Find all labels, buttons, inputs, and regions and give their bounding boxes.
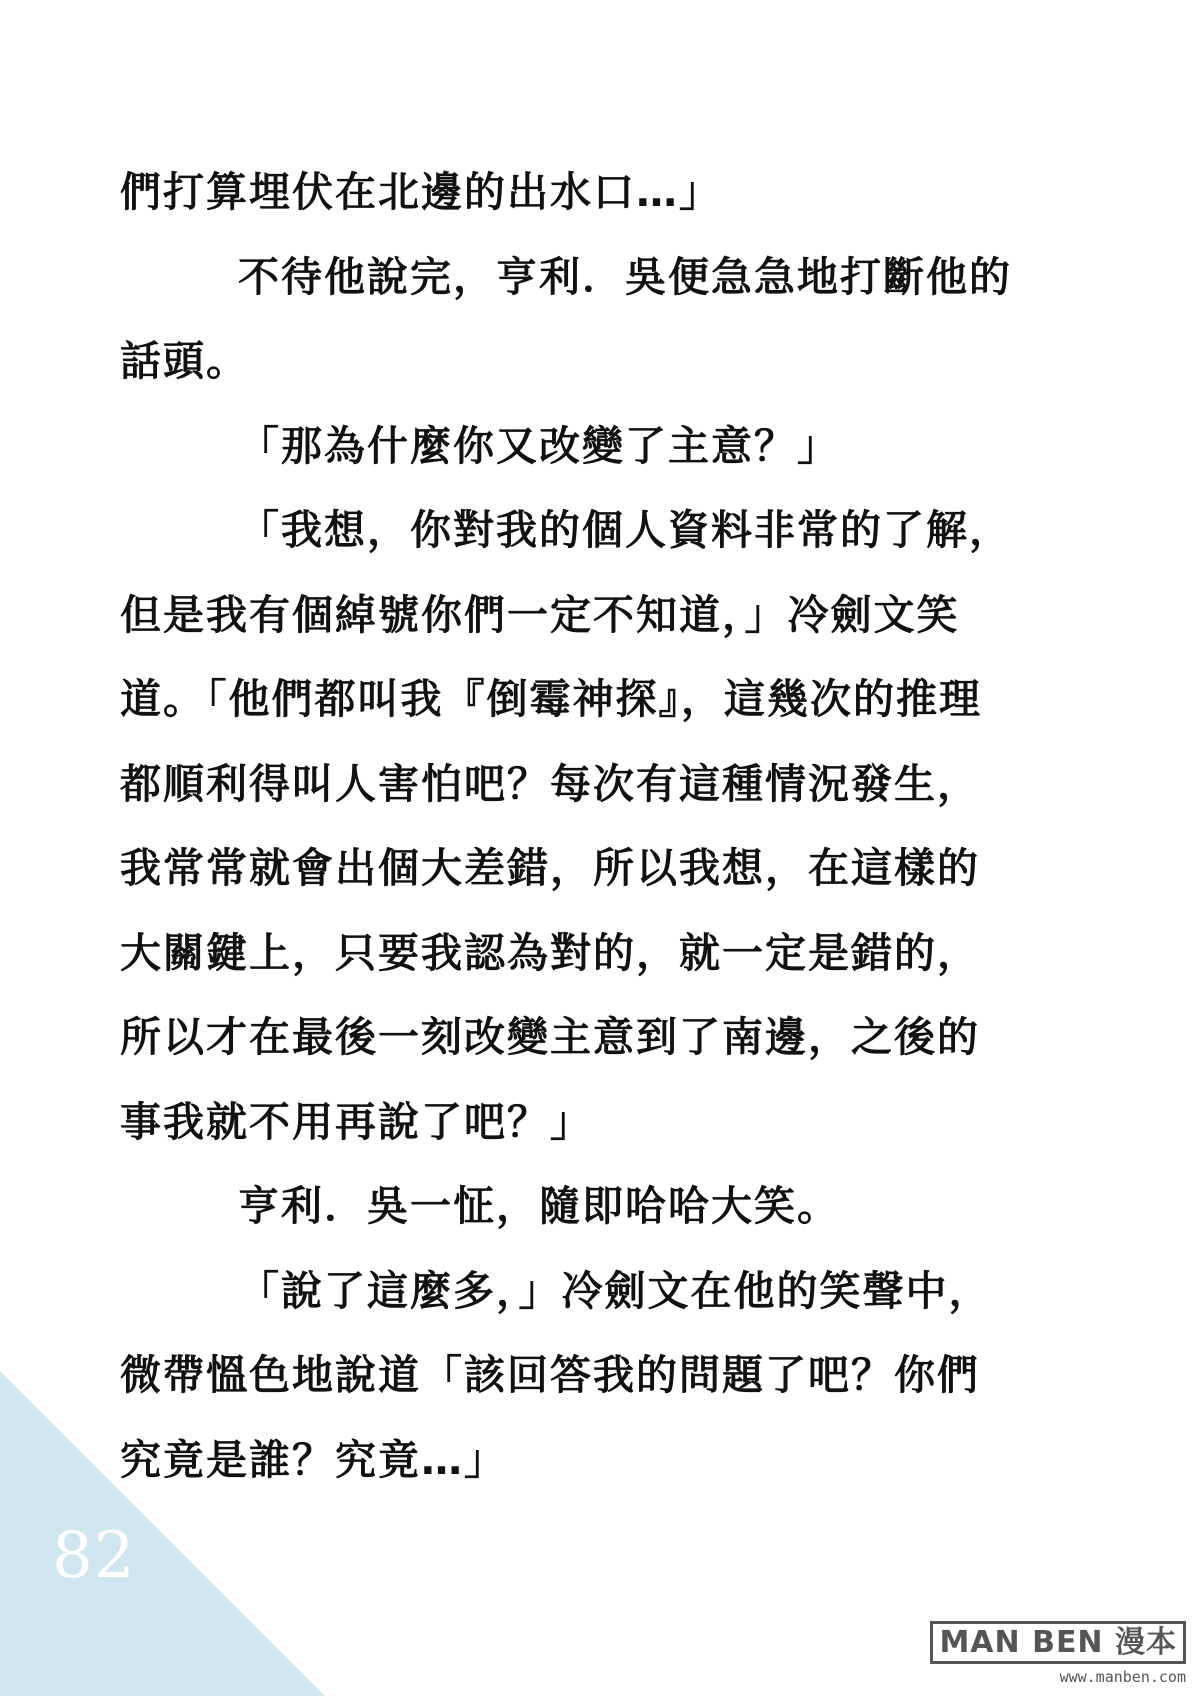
text-line: 「我想，你對我的個人資料非常的了解， xyxy=(238,506,1012,554)
text-line: 「那為什麼你又改變了主意？」 xyxy=(238,421,840,470)
watermark-logo: MAN BEN 漫本 xyxy=(930,1621,1186,1664)
page-number: 82 xyxy=(52,1519,136,1593)
text-line: 微帶慍色地說道「該回答我的問題了吧？你們 xyxy=(120,1351,980,1399)
text-line: 道。「他們都叫我『倒霉神探』，這幾次的推理 xyxy=(120,675,982,723)
text-line: 話頭。 xyxy=(120,337,249,385)
text-line: 我常常就會出個大差錯，所以我想，在這樣的 xyxy=(120,844,980,892)
text-line: 但是我有個綽號你們一定不知道，」冷劍文笑 xyxy=(120,590,960,639)
text-line: 不待他說完，亨利．吳便急急地打斷他的 xyxy=(238,252,1012,301)
text-line: 「說了這麼多，」冷劍文在他的笑聲中， xyxy=(238,1266,992,1315)
text-line: 事我就不用再說了吧？」 xyxy=(120,1097,593,1146)
text-line: 亨利．吳一怔，隨即哈哈大笑。 xyxy=(238,1182,840,1230)
text-line: 都順利得叫人害怕吧？每次有這種情況發生， xyxy=(120,759,980,808)
watermark-url: www.manben.com xyxy=(1059,1668,1186,1686)
body-text xyxy=(120,150,1100,1502)
text-line: 究竟是誰？究竟…」 xyxy=(120,1435,507,1484)
text-line: 們打算埋伏在北邊的出水口…」 xyxy=(120,168,722,216)
watermark xyxy=(930,1621,1186,1686)
text-line: 大關鍵上，只要我認為對的，就一定是錯的， xyxy=(120,928,980,977)
text-line: 所以才在最後一刻改變主意到了南邊，之後的 xyxy=(120,1013,980,1061)
